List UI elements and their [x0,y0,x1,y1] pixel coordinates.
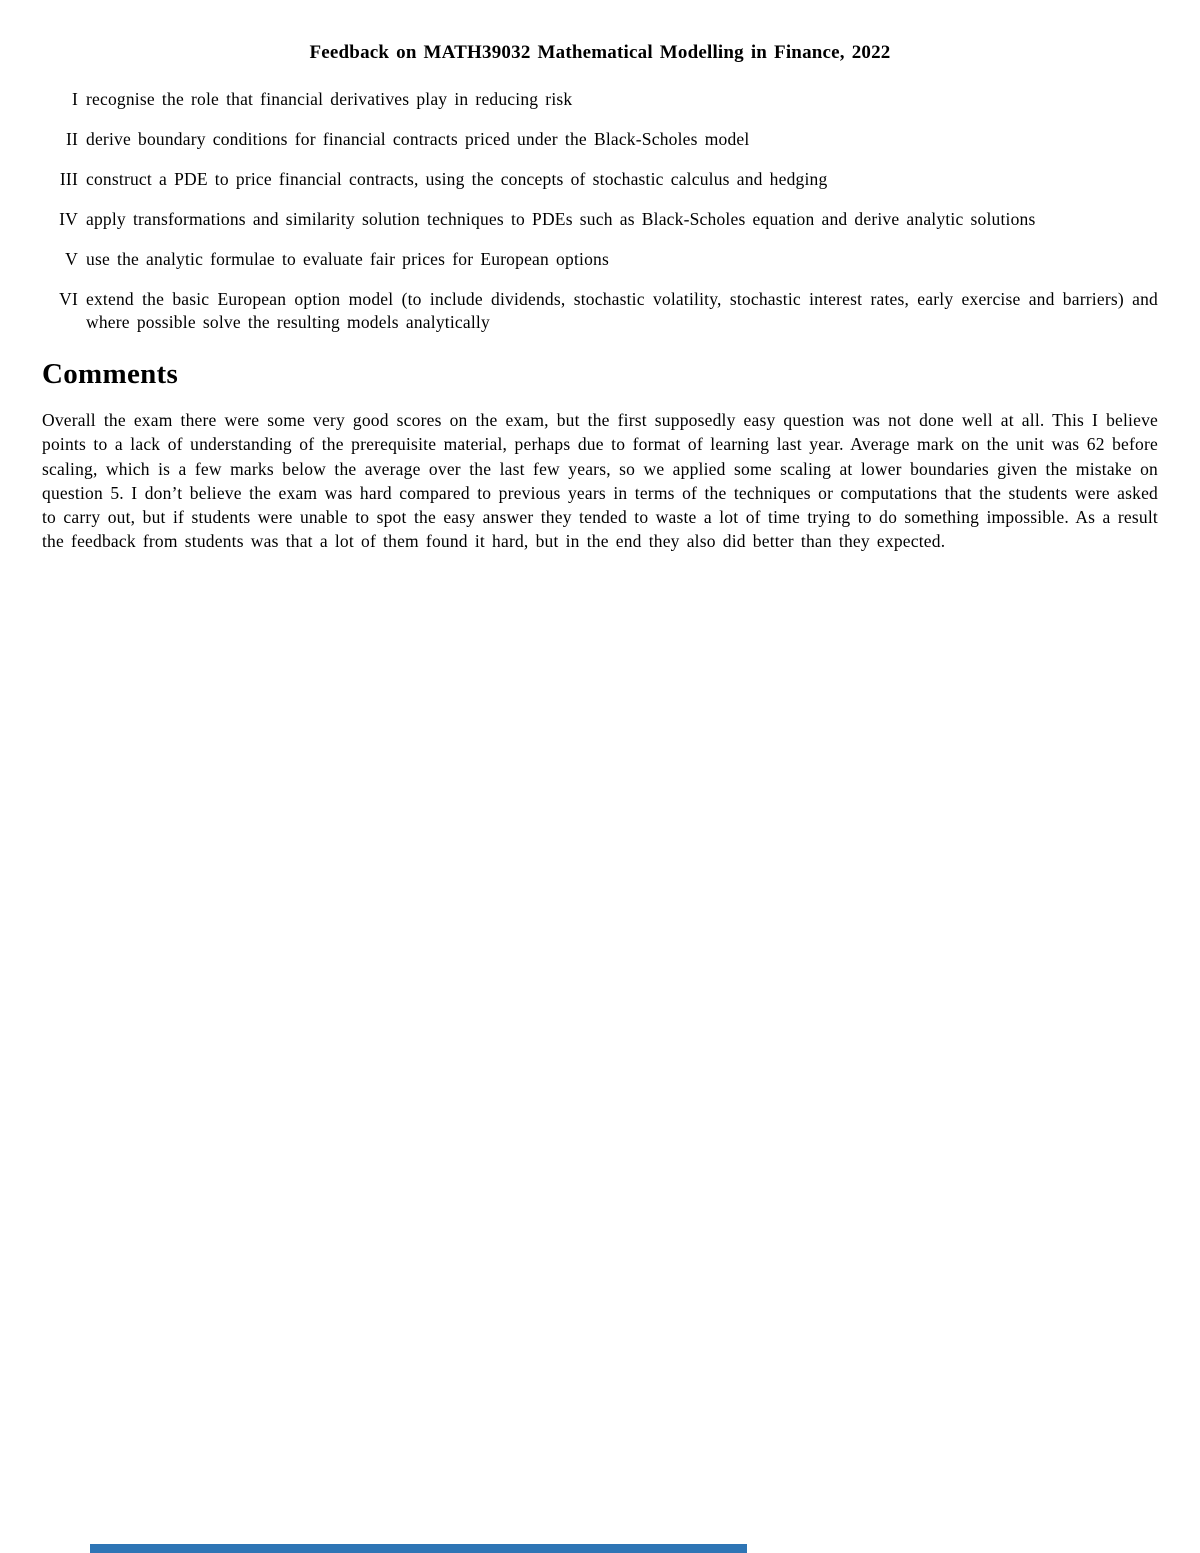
list-item-numeral: IV [59,209,78,229]
list-item-numeral: III [59,169,78,189]
document-title: Feedback on MATH39032 Mathematical Modelling in Finance, 2022 [309,42,891,63]
list-item [42,288,1158,334]
list-item [42,128,1158,151]
list-item-text: derive boundary conditions for financial contracts priced under the Black-Scholes model [86,129,750,149]
list-item-text: use the analytic formulae to evaluate fair prices for European options [86,249,609,269]
list-item-numeral: V [65,249,78,269]
comments-heading: Comments [42,358,179,390]
list-item-numeral: VI [59,289,78,309]
list-item-text: apply transformations and similarity solution techniques to PDEs such as Black-Scholes equation and derive analytic solutions [86,209,1036,229]
list-item-text: construct a PDE to price financial contracts, using the concepts of stochastic calculus and hedging [86,169,828,189]
list-item [42,208,1158,231]
list-item [42,88,1158,111]
list-item-numeral: I [71,89,78,109]
list-item [42,248,1158,271]
list-item-numeral: II [65,129,78,149]
list-item-text: extend the basic European option model (to include dividends, stochastic volatility, stochastic interest rates, early exercise and barriers) and where possible solve the resulting models analytically [86,289,1158,332]
list-item-text: recognise the role that financial derivatives play in reducing risk [86,89,573,109]
comments-paragraph: Overall the exam there were some very good scores on the exam, but the first supposedly easy question was not done well at all. This I believe points to a lack of understanding of the prerequisite material, perhaps due to format of learning last year. Average mark on the unit was 62 before scaling, which is a few marks below the average over the last few years, so we applied some scaling at lower boundaries given the mistake on question 5. I don’t believe the exam was hard compared to previous years in terms of the techniques or computations that the students were asked to carry out, but if students were unable to spot the easy answer they tended to waste a lot of time trying to do something impossible. As a result the feedback from students was that a lot of them found it hard, but in the end they also did better than they expected. [42,410,1158,552]
learning-outcomes-list [42,88,1158,351]
bottom-blue-bar [90,1544,747,1553]
list-item [42,168,1158,191]
